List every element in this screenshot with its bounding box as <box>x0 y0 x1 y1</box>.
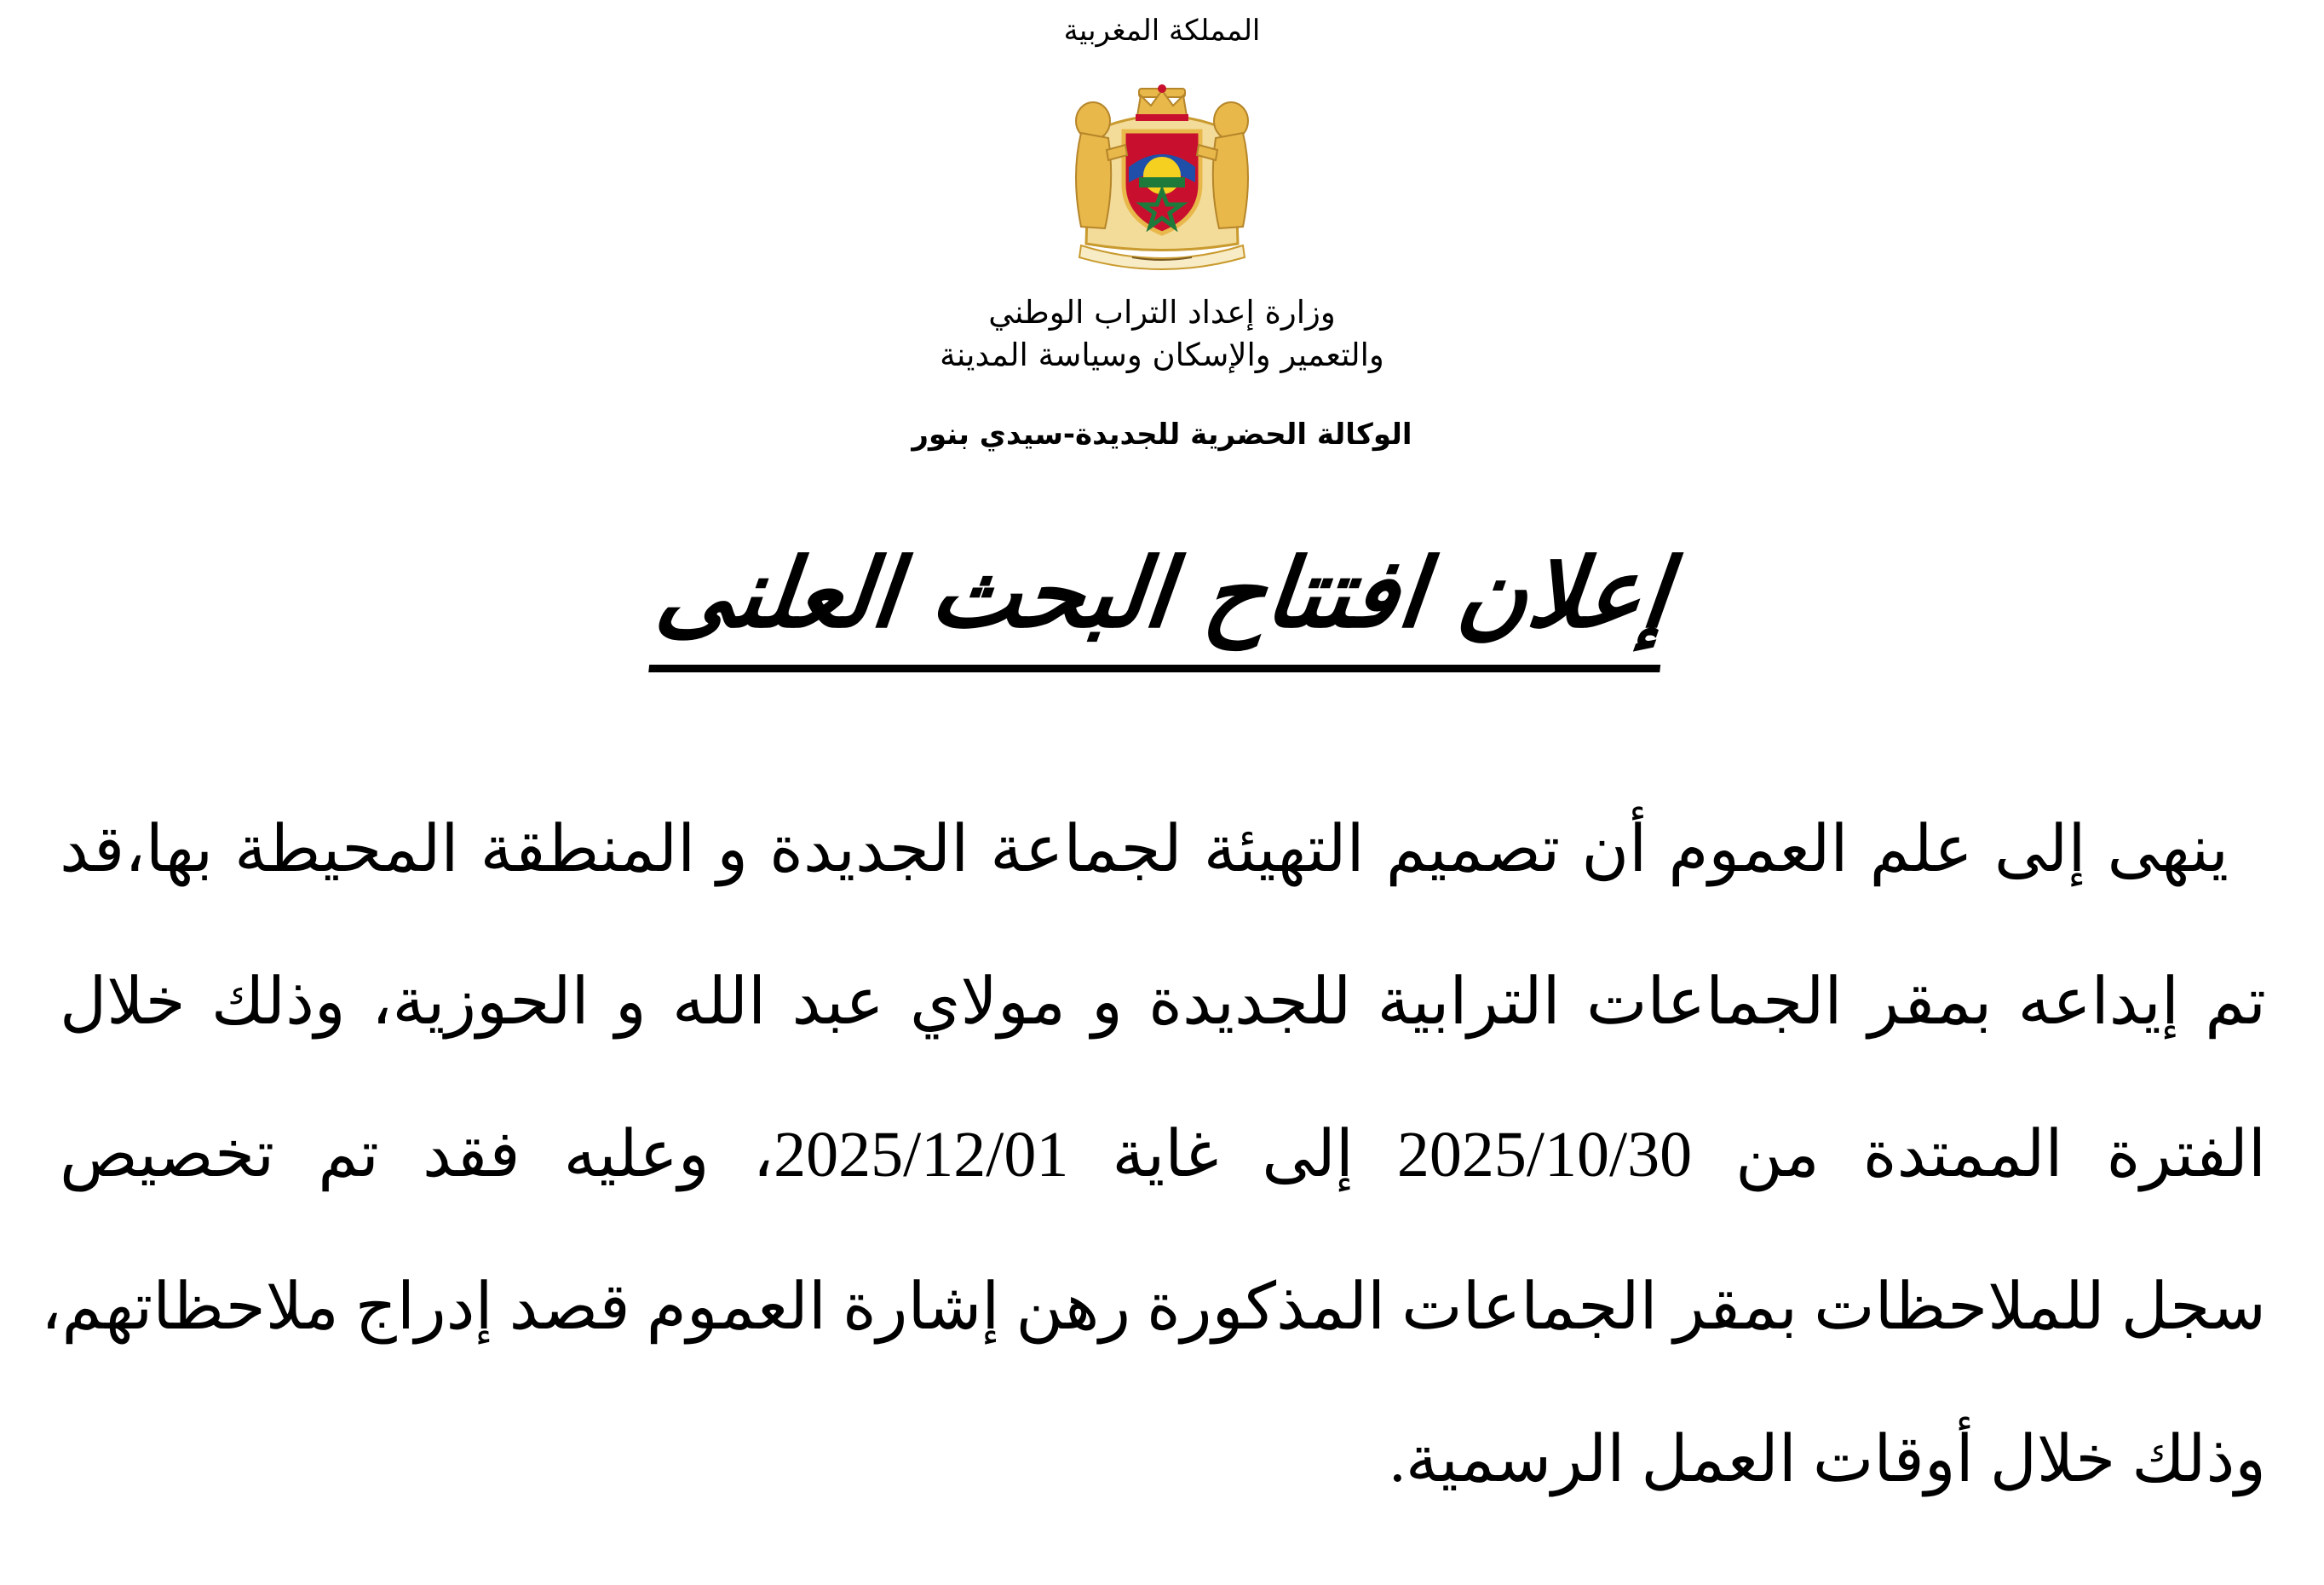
ministry-name-line-2: والتعمير والإسكان وسياسة المدينة <box>940 337 1384 373</box>
body-line-1: ينهى إلى علم العموم أن تصميم التهيئة لجماعة الجديدة و المنطقة المحيطة بها،قد <box>60 814 2229 885</box>
moroccan-coat-of-arms-icon <box>1056 82 1268 276</box>
letterhead <box>864 9 1460 453</box>
announcement-title <box>511 530 1813 672</box>
body-line-2: تم إيداعه بمقر الجماعات الترابية للجديدة و مولاي عبد الله و الحوزية، وذلك خلال <box>60 966 2266 1038</box>
body-line-5: وذلك خلال أوقات العمل الرسمية. <box>1389 1424 2266 1496</box>
announcement-body <box>40 774 2266 1536</box>
agency-name: الوكالة الحضرية للجديدة-سيدي بنور <box>912 418 1412 452</box>
body-line-4: سجل للملاحظات بمقر الجماعات المذكورة رهن إشارة العموم قصد إدراج ملاحظاتهم، <box>40 1271 2266 1343</box>
body-line-3: الفترة الممتدة من 2025/10/30 إلى غاية 2025/12/01، وعليه فقد تم تخصيص <box>60 1119 2266 1190</box>
announcement-title-text: إعلان افتتاح البحث العلنى <box>648 530 1675 672</box>
ministry-name-line-1: وزارة إعداد التراب الوطني <box>988 294 1336 331</box>
kingdom-name: المملكة المغربية <box>1063 14 1261 48</box>
